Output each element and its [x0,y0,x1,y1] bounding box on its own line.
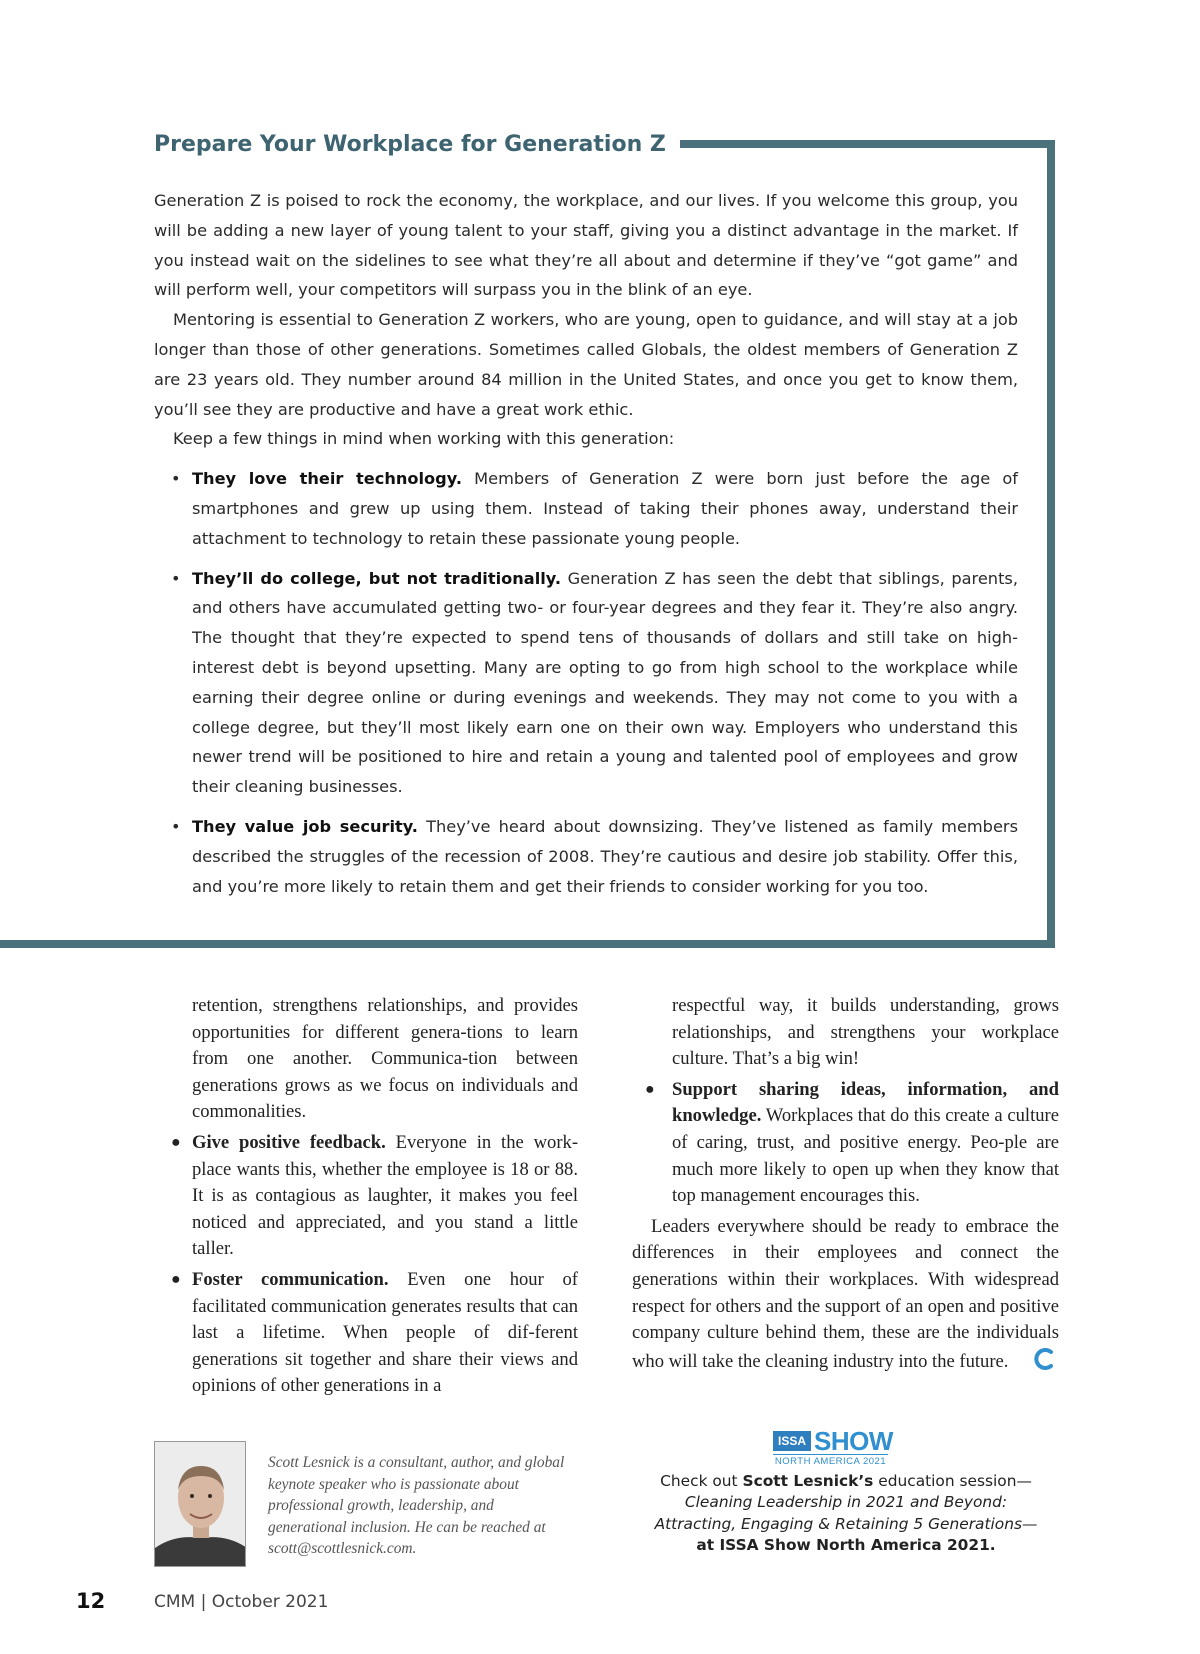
author-bio: Scott Lesnick is a consultant, author, and global keynote speaker who is passionate about professional growth, leadership, and generational inclusion. He can be reached at scott@scottlesnick.com. [268,1454,565,1558]
sidebar-bullet-item [154,464,1018,553]
sidebar-paragraph: Mentoring is essential to Generation Z workers, who are young, open to guidance, and will stay at a job longer than those of other generations. Sometimes called Globals, the oldest members of Generation Z are 23 years old. They number around 84 million in the United States, and once you get to know them, you’ll see they are productive and have a great work ethic. [154,310,1018,419]
bullet-dot-icon: ● [171,1133,181,1151]
promo-session-title-2: Attracting, Engaging & Retaining 5 Generations— [654,1514,1038,1533]
bullet-text: Even one hour of facilitated communication generates results that can last a lifetime. When people of dif-ferent generations sit together and share their views and opinions of other generations in a [192,1268,578,1397]
bullet-text: Generation Z has seen the debt that siblings, parents, and others have accumulated getting two- or four-year degrees and they fear it. They’re also angry. The thought that they’re expected to spend tens of thousands of dollars and still take on high-interest debt is beyond upsetting. Many are opting to go from high school to the workplace while earning their degree online or during evenings and weekends. They may not come to you with a college degree, but they’ll most likely earn one on their own way. Employers who understand this newer trend will be positioned to hire and retain a young and talented pool of employees and grow their cleaning businesses. [192,568,1018,797]
right-continuation: respectful way, it builds understanding, grows relationships, and strengthens your workplace culture. That’s a big win! [672,995,1059,1070]
left-bullet-item [171,1130,579,1263]
right-column [632,993,1059,1379]
bullet-dot-icon: • [171,568,181,588]
sidebar-frame-top-rule [677,140,1055,148]
sidebar-bullet-item [154,812,1018,901]
logo-region: NORTH AMERICA 2021 [774,1456,887,1467]
left-continuation: retention, strengthens relationships, and provides opportunities for different genera-tions to learn from one another. Communica-tion between generations grows as we focus on individuals and commonalities. [192,995,578,1123]
sidebar-paragraph: Generation Z is poised to rock the economy, the workplace, and our lives. If you welcome this group, you will be adding a new layer of young talent to your staff, giving you a distinct advantage in the market. If you instead wait on the sidelines to see what they’re all about and determine if they’ve “got game” and will perform well, your competitors will surpass you in the blink of an eye. [154,191,1018,300]
bullet-text: Workplaces that do this create a culture of caring, trust, and positive energy. Peo-ple are much more likely to open up when they know that top management encourages this. [672,1105,1059,1207]
closing-text: Leaders everywhere should be ready to embrace the differences in their employees and connect the generations within their workplaces. With widespread respect for others and the support of an open and positive company culture behind them, these are the individuals who will take the cleaning industry into the future. [632,1215,1059,1372]
closing-paragraph [632,1214,1059,1380]
bullet-lead: They value job security. [192,816,418,836]
publication-footer: CMM | October 2021 [154,1592,329,1612]
bullet-text: Members of Generation Z were born just before the age of smartphones and grew up using them. Instead of taking their phones away, understand their attachment to technology to retain these passionate young people. [192,469,1018,548]
sidebar-title: Prepare Your Workplace for Generation Z [154,132,680,157]
bullet-lead: Foster communication. [192,1268,389,1290]
promo-venue: at ISSA Show North America 2021. [696,1536,996,1555]
bullet-lead: Support sharing ideas, information, and knowledge. [672,1078,1059,1127]
session-promo [630,1471,1062,1557]
author-photo [154,1441,246,1567]
bullet-lead: Give positive feedback. [192,1131,386,1153]
issa-show-logo [773,1426,893,1469]
promo-prefix: Check out [660,1472,743,1490]
bullet-dot-icon: ● [171,1270,181,1288]
sidebar-body [154,186,1018,911]
logo-issa: ISSA [773,1431,811,1451]
bullet-lead: They’ll do college, but not traditionally. [192,568,562,588]
bullet-lead: They love their technology. [192,469,462,489]
promo-suffix: education session— [873,1472,1032,1490]
left-column [171,993,579,1400]
bullet-dot-icon: • [171,469,181,489]
page-number: 12 [76,1589,106,1613]
bullet-text: They’ve heard about downsizing. They’ve listened as family members described the struggles of the recession of 2008. They’re cautious and desire job stability. Offer this, and you’re more likely to retain them and get their friends to consider working for you too. [192,816,1019,896]
sidebar-bullet-list [154,464,1018,901]
sidebar-bullet-item [154,564,1018,802]
right-bullet-item [632,1077,1059,1210]
end-mark-icon [1014,1347,1055,1380]
bullet-dot-icon: ● [645,1080,655,1098]
left-bullet-item [171,1267,578,1400]
sidebar-paragraph: Keep a few things in mind when working with this generation: [173,429,675,449]
logo-show: SHOW [814,1426,893,1456]
bullet-text: Everyone in the work-place wants this, whether the employee is 18 or 88. It is as contagious as laughter, it makes you feel noticed and appreciated, and you stand a little taller. [192,1131,579,1260]
promo-session-title-1: Cleaning Leadership in 2021 and Beyond: [684,1493,1008,1512]
bullet-dot-icon: • [171,816,181,836]
promo-speaker: Scott Lesnick’s [742,1472,874,1490]
promo-line-1 [630,1471,1062,1492]
